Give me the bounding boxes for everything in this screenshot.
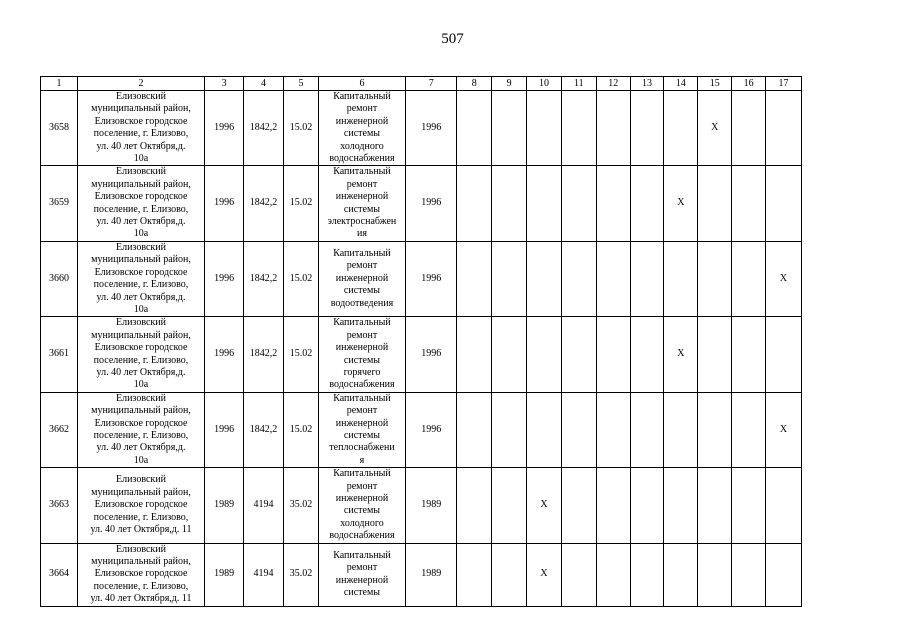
year2-cell: 1996 (406, 166, 457, 241)
column-header: 8 (457, 77, 492, 91)
mark-cell: X (765, 241, 801, 316)
code-cell: 15.02 (284, 241, 319, 316)
mark-cell (492, 543, 527, 606)
mark-cell (664, 91, 698, 166)
year2-cell: 1996 (406, 317, 457, 392)
code-cell: 35.02 (284, 468, 319, 543)
address-cell: Елизовский муниципальный район, Елизовское городское поселение, г. Елизово, ул. 40 лет Октября,д. 10а (77, 317, 204, 392)
code-cell: 15.02 (284, 91, 319, 166)
mark-cell (664, 468, 698, 543)
row-id: 3664 (41, 543, 78, 606)
mark-cell (561, 91, 596, 166)
year-cell: 1989 (205, 468, 244, 543)
area-cell: 4194 (244, 543, 284, 606)
column-header: 16 (732, 77, 766, 91)
row-id: 3662 (41, 392, 78, 467)
row-id: 3661 (41, 317, 78, 392)
mark-cell (664, 241, 698, 316)
mark-cell (698, 468, 732, 543)
year-cell: 1996 (205, 392, 244, 467)
mark-cell (527, 241, 562, 316)
mark-cell: X (765, 392, 801, 467)
mark-cell: X (664, 317, 698, 392)
work-type-cell: Капитальный ремонт инженерной системы горячего водоснабжения (318, 317, 405, 392)
column-header: 6 (318, 77, 405, 91)
table-row (41, 392, 802, 467)
row-id: 3659 (41, 166, 78, 241)
area-cell: 1842,2 (244, 317, 284, 392)
mark-cell (561, 468, 596, 543)
table-row (41, 543, 802, 606)
column-header: 3 (205, 77, 244, 91)
mark-cell (698, 317, 732, 392)
mark-cell (765, 317, 801, 392)
mark-cell (596, 166, 630, 241)
mark-cell (596, 241, 630, 316)
work-type-cell: Капитальный ремонт инженерной системы теплоснабжени я (318, 392, 405, 467)
year-cell: 1989 (205, 543, 244, 606)
work-type-cell: Капитальный ремонт инженерной системы холодного водоснабжения (318, 91, 405, 166)
mark-cell (732, 392, 766, 467)
column-header: 10 (527, 77, 562, 91)
area-cell: 1842,2 (244, 91, 284, 166)
mark-cell (561, 241, 596, 316)
mark-cell (765, 91, 801, 166)
column-header: 15 (698, 77, 732, 91)
column-header: 17 (765, 77, 801, 91)
address-cell: Елизовский муниципальный район, Елизовское городское поселение, г. Елизово, ул. 40 лет Октября,д. 10а (77, 91, 204, 166)
mark-cell (457, 543, 492, 606)
mark-cell (492, 91, 527, 166)
mark-cell: X (698, 91, 732, 166)
mark-cell (596, 543, 630, 606)
mark-cell (561, 543, 596, 606)
area-cell: 1842,2 (244, 241, 284, 316)
mark-cell (561, 317, 596, 392)
work-type-cell: Капитальный ремонт инженерной системы водоотведения (318, 241, 405, 316)
mark-cell (765, 468, 801, 543)
year2-cell: 1989 (406, 543, 457, 606)
mark-cell (732, 543, 766, 606)
mark-cell (527, 392, 562, 467)
column-header: 12 (596, 77, 630, 91)
table-row (41, 166, 802, 241)
mark-cell (732, 166, 766, 241)
mark-cell (596, 317, 630, 392)
mark-cell (630, 91, 664, 166)
mark-cell (732, 241, 766, 316)
address-cell: Елизовский муниципальный район, Елизовское городское поселение, г. Елизово, ул. 40 лет Октября,д. 10а (77, 166, 204, 241)
mark-cell (630, 392, 664, 467)
header-row (41, 77, 802, 91)
row-id: 3663 (41, 468, 78, 543)
mark-cell (732, 91, 766, 166)
column-header: 13 (630, 77, 664, 91)
area-cell: 4194 (244, 468, 284, 543)
mark-cell: X (664, 166, 698, 241)
area-cell: 1842,2 (244, 392, 284, 467)
mark-cell (698, 392, 732, 467)
mark-cell (732, 468, 766, 543)
column-header: 7 (406, 77, 457, 91)
mark-cell (630, 468, 664, 543)
year-cell: 1996 (205, 91, 244, 166)
mark-cell (630, 543, 664, 606)
address-cell: Елизовский муниципальный район, Елизовское городское поселение, г. Елизово, ул. 40 лет Октября,д. 11 (77, 468, 204, 543)
table-row (41, 317, 802, 392)
column-header: 1 (41, 77, 78, 91)
year-cell: 1996 (205, 317, 244, 392)
mark-cell (596, 392, 630, 467)
work-type-cell: Капитальный ремонт инженерной системы электроснабжен ия (318, 166, 405, 241)
table-row (41, 241, 802, 316)
table-row (41, 91, 802, 166)
mark-cell: X (527, 543, 562, 606)
column-header: 5 (284, 77, 319, 91)
mark-cell (457, 317, 492, 392)
year2-cell: 1996 (406, 91, 457, 166)
work-type-cell: Капитальный ремонт инженерной системы (318, 543, 405, 606)
column-header: 4 (244, 77, 284, 91)
mark-cell (765, 543, 801, 606)
mark-cell (630, 241, 664, 316)
mark-cell (732, 317, 766, 392)
mark-cell (664, 392, 698, 467)
mark-cell (492, 166, 527, 241)
mark-cell: X (527, 468, 562, 543)
mark-cell (630, 317, 664, 392)
mark-cell (527, 166, 562, 241)
mark-cell (492, 468, 527, 543)
address-cell: Елизовский муниципальный район, Елизовское городское поселение, г. Елизово, ул. 40 лет Октября,д. 10а (77, 241, 204, 316)
code-cell: 15.02 (284, 392, 319, 467)
year2-cell: 1996 (406, 241, 457, 316)
page-number: 507 (441, 31, 464, 47)
year-cell: 1996 (205, 166, 244, 241)
mark-cell (596, 468, 630, 543)
mark-cell (561, 392, 596, 467)
mark-cell (457, 392, 492, 467)
mark-cell (492, 241, 527, 316)
mark-cell (457, 241, 492, 316)
column-header: 9 (492, 77, 527, 91)
mark-cell (698, 241, 732, 316)
mark-cell (457, 91, 492, 166)
code-cell: 15.02 (284, 166, 319, 241)
mark-cell (457, 468, 492, 543)
mark-cell (698, 543, 732, 606)
year-cell: 1996 (205, 241, 244, 316)
mark-cell (527, 91, 562, 166)
mark-cell (664, 543, 698, 606)
mark-cell (561, 166, 596, 241)
mark-cell (457, 166, 492, 241)
code-cell: 15.02 (284, 317, 319, 392)
address-cell: Елизовский муниципальный район, Елизовское городское поселение, г. Елизово, ул. 40 лет Октября,д. 10а (77, 392, 204, 467)
code-cell: 35.02 (284, 543, 319, 606)
registry-table (40, 76, 802, 607)
area-cell: 1842,2 (244, 166, 284, 241)
column-header: 2 (77, 77, 204, 91)
column-header: 11 (561, 77, 596, 91)
address-cell: Елизовский муниципальный район, Елизовское городское поселение, г. Елизово, ул. 40 лет Октября,д. 11 (77, 543, 204, 606)
work-type-cell: Капитальный ремонт инженерной системы холодного водоснабжения (318, 468, 405, 543)
year2-cell: 1989 (406, 468, 457, 543)
mark-cell (492, 317, 527, 392)
row-id: 3660 (41, 241, 78, 316)
mark-cell (765, 166, 801, 241)
row-id: 3658 (41, 91, 78, 166)
column-header: 14 (664, 77, 698, 91)
year2-cell: 1996 (406, 392, 457, 467)
mark-cell (596, 91, 630, 166)
table-row (41, 468, 802, 543)
mark-cell (630, 166, 664, 241)
mark-cell (698, 166, 732, 241)
mark-cell (492, 392, 527, 467)
mark-cell (527, 317, 562, 392)
